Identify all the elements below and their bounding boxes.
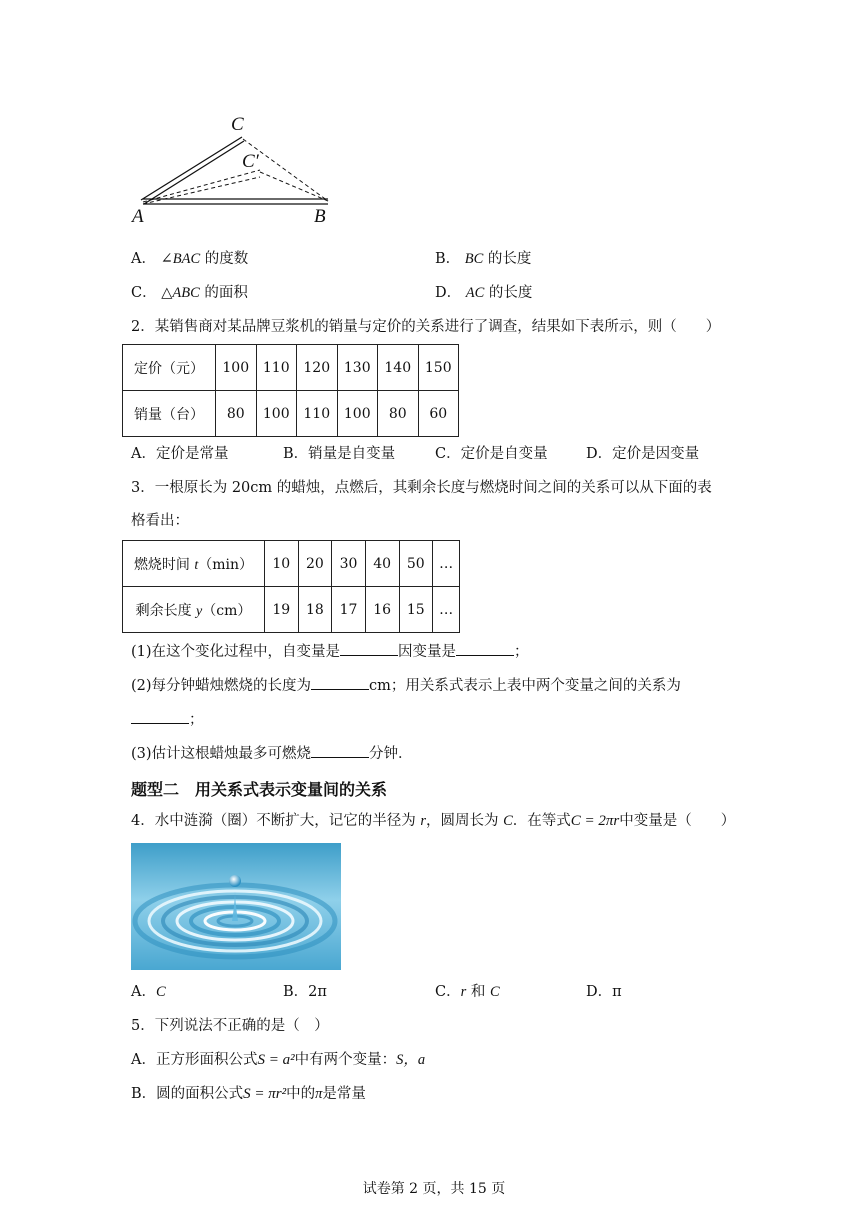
q4-option-c[interactable]: C．r 和 C	[435, 984, 500, 1000]
table-cell: 60	[418, 391, 459, 437]
q1-option-d[interactable]: D． AC 的长度	[435, 285, 533, 301]
answer-blank[interactable]	[456, 642, 514, 656]
table-cell: 150	[418, 345, 459, 391]
table-cell: 50	[399, 541, 433, 587]
table-cell: 18	[298, 587, 332, 633]
label-b: B	[314, 206, 326, 227]
q3-row1-header: 燃烧时间 t（min）	[123, 541, 265, 587]
label-a: A	[132, 206, 144, 227]
q3-sub1: (1)在这个变化过程中，自变量是 因变量是 ；	[131, 644, 529, 660]
q1-option-a[interactable]: A． ∠BAC 的度数	[131, 251, 249, 267]
table-cell: 120	[297, 345, 338, 391]
label-c: C	[231, 114, 244, 135]
page-footer: 试卷第 2 页，共 15 页	[362, 1181, 506, 1197]
q4-option-b[interactable]: B．2π	[283, 984, 327, 1000]
table-cell: 80	[216, 391, 257, 437]
answer-blank[interactable]	[340, 642, 398, 656]
q2-row1-header: 定价（元）	[123, 345, 216, 391]
q3-sub3: (3)估计这根蜡烛最多可燃烧 分钟．	[131, 746, 413, 762]
q4-option-a[interactable]: A．C	[131, 984, 166, 1000]
q3-sub2-cont: ；	[131, 710, 204, 730]
q4-formula: C = 2πr	[570, 813, 620, 829]
label-c-prime: C′	[242, 151, 259, 172]
table-cell: 100	[337, 391, 378, 437]
answer-blank[interactable]	[311, 676, 369, 690]
q3-sub2: (2)每分钟蜡烛燃烧的长度为 cm；用关系式表示上表中两个变量之间的关系为	[131, 678, 681, 694]
q2-stem: 2．某销售商对某品牌豆浆机的销量与定价的关系进行了调查，结果如下表所示，则（ ）	[131, 319, 721, 335]
table-cell: 140	[378, 345, 419, 391]
section-heading: 题型二 用关系式表示变量间的关系	[131, 780, 388, 799]
q3-row2-header: 剩余长度 y（cm）	[123, 587, 265, 633]
table-cell: 110	[297, 391, 338, 437]
table-cell: 40	[365, 541, 399, 587]
table-cell: …	[433, 587, 460, 633]
answer-blank[interactable]	[131, 710, 189, 724]
q1-option-b[interactable]: B． BC 的长度	[435, 251, 532, 267]
table-cell: 30	[332, 541, 366, 587]
table-cell: 15	[399, 587, 433, 633]
q5-stem: 5．下列说法不正确的是（ ）	[131, 1018, 329, 1034]
table-cell: 10	[265, 541, 299, 587]
table-cell: 20	[298, 541, 332, 587]
q4-option-d[interactable]: D．π	[586, 984, 622, 1000]
table-cell: 19	[265, 587, 299, 633]
table-cell: …	[433, 541, 460, 587]
table-cell: 130	[337, 345, 378, 391]
answer-blank[interactable]	[311, 744, 369, 758]
q2-option-c[interactable]: C．定价是自变量	[435, 446, 548, 462]
table-cell: 100	[216, 345, 257, 391]
water-ripple-image	[131, 843, 341, 970]
table-cell: 100	[256, 391, 297, 437]
q2-table	[122, 344, 459, 437]
q2-option-a[interactable]: A．定价是常量	[131, 446, 229, 462]
table-cell: 110	[256, 345, 297, 391]
q3-stem-line1: 3．一根原长为 20cm 的蜡烛，点燃后，其剩余长度与燃烧时间之间的关系可以从下面的表	[131, 480, 712, 496]
q2-option-b[interactable]: B．销量是自变量	[283, 446, 396, 462]
q3-stem-line2: 格看出：	[131, 513, 189, 529]
q2-option-d[interactable]: D．定价是因变量	[586, 446, 700, 462]
q4-stem: 4．水中涟漪（圈）不断扩大，记它的半径为 r，圆周长为 C．在等式C = 2πr中变量是（ ）	[131, 813, 736, 829]
q3-table	[122, 540, 460, 633]
q5-option-a[interactable]: A．正方形面积公式S = a²中有两个变量：S，a	[131, 1052, 426, 1068]
table-cell: 17	[332, 587, 366, 633]
q2-row2-header: 销量（台）	[123, 391, 216, 437]
q5-option-b[interactable]: B．圆的面积公式S = πr²中的π是常量	[131, 1086, 366, 1102]
table-cell: 80	[378, 391, 419, 437]
table-cell: 16	[365, 587, 399, 633]
q1-option-c[interactable]: C． △ABC 的面积	[131, 285, 248, 301]
